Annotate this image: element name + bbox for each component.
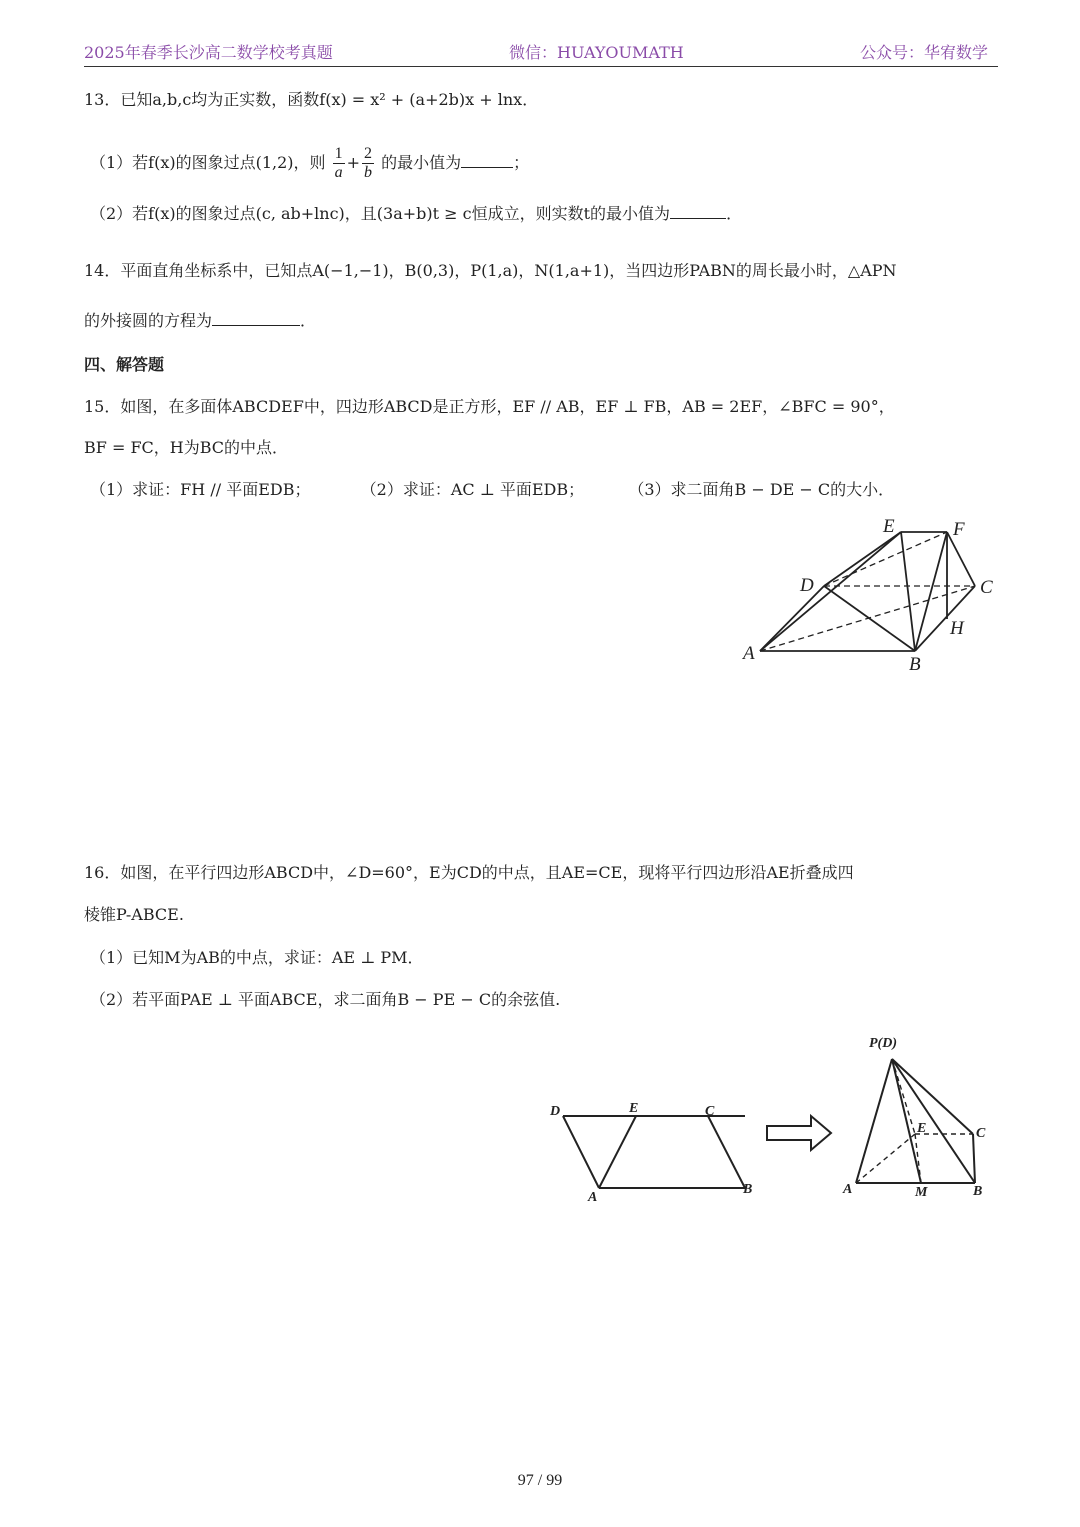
q15-part1: （1）求证：FH // 平面EDB； — [90, 480, 311, 499]
q16-figure-pyramid — [835, 1030, 1005, 1205]
fig2-label-E: E — [917, 1121, 927, 1136]
page-number: 97 / 99 — [517, 1472, 563, 1489]
fig2-label-A: A — [843, 1182, 853, 1197]
label-H: H — [950, 618, 964, 639]
q13-part1-text-b: 的最小值为 — [381, 153, 462, 172]
q15-figure-polyhedron — [740, 515, 1000, 680]
fig1-label-A: A — [588, 1190, 598, 1205]
fraction-1-over-a — [333, 145, 345, 182]
label-C: C — [980, 577, 993, 598]
q16-line4: （2）若平面PAE ⊥ 平面ABCE，求二面角B − PE − C的余弦值. — [90, 990, 561, 1009]
q14-line2-text: 的外接圆的方程为 — [84, 311, 213, 330]
q16-line2: 棱锥P-ABCE. — [84, 905, 184, 924]
q13-part1 — [90, 145, 529, 182]
header-title: 2025年春季长沙高二数学校考真题 — [84, 43, 333, 62]
q13-part2-text: （2）若f(x)的图象过点(c, ab+lnc)，且(3a+b)t ≥ c恒成立，则实数t的最小值为 — [90, 204, 671, 223]
page-header — [84, 40, 998, 67]
q13-part1-text: （1）若f(x)的图象过点(1,2)，则 — [90, 153, 326, 172]
fig1-label-C: C — [705, 1104, 715, 1119]
answer-blank — [670, 218, 726, 219]
header-account: 公众号：华宥数学 — [859, 43, 988, 62]
q13-part2-end: ． — [726, 204, 743, 223]
q16-figure-parallelogram — [545, 1095, 760, 1210]
q15-line1: 15．如图，在多面体ABCDEF中，四边形ABCD是正方形，EF // AB，EF ⊥ FB，AB = 2EF，∠BFC = 90°， — [84, 397, 895, 416]
fig1-label-B: B — [743, 1182, 753, 1197]
fig2-label-P: P(D) — [869, 1036, 897, 1051]
fraction-2-over-b — [362, 145, 374, 182]
answer-blank — [461, 167, 513, 168]
q13-stem: 13．已知a,b,c均为正实数，函数f(x) = x² + (a+2b)x + lnx． — [84, 90, 539, 109]
label-F: F — [953, 519, 965, 540]
fold-arrow-icon — [765, 1113, 835, 1153]
label-A: A — [743, 643, 755, 664]
q13-part2 — [90, 202, 742, 226]
q13-plus: + — [346, 153, 361, 172]
q14-line2 — [84, 309, 316, 333]
fig2-label-M: M — [915, 1185, 928, 1200]
fig1-label-D: D — [550, 1104, 561, 1119]
label-D: D — [800, 575, 814, 596]
frac2-num: 2 — [364, 145, 373, 162]
fig2-label-C: C — [976, 1126, 986, 1141]
q15-part3: （3）求二面角B − DE − C的大小． — [628, 480, 895, 499]
q16-line1: 16．如图，在平行四边形ABCD中，∠D=60°，E为CD的中点，且AE=CE，现将平行四边形沿AE折叠成四 — [84, 863, 854, 882]
header-wechat: 微信：HUAYOUMATH — [509, 43, 684, 62]
q16-line3: （1）已知M为AB的中点，求证：AE ⊥ PM． — [90, 948, 424, 967]
label-E: E — [883, 516, 895, 537]
label-B: B — [909, 654, 921, 675]
answer-blank — [212, 325, 300, 326]
section-title: 四、解答题 — [84, 355, 165, 374]
q13-part1-end: ； — [513, 153, 530, 172]
fig2-label-B: B — [973, 1184, 983, 1199]
frac1-num: 1 — [334, 145, 343, 162]
fig1-label-E: E — [629, 1101, 639, 1116]
q15-line3 — [90, 478, 894, 502]
q15-line2: BF = FC，H为BC的中点． — [84, 438, 289, 457]
q14-line1: 14．平面直角坐标系中，已知点A(−1,−1)，B(0,3)，P(1,a)，N(1,a+1)，当四边形PABN的周长最小时，△APN — [84, 261, 897, 280]
frac2-den: b — [364, 164, 373, 181]
q14-end: ． — [300, 311, 317, 330]
q15-part2: （2）求证：AC ⊥ 平面EDB； — [360, 480, 585, 499]
frac1-den: a — [334, 164, 343, 181]
